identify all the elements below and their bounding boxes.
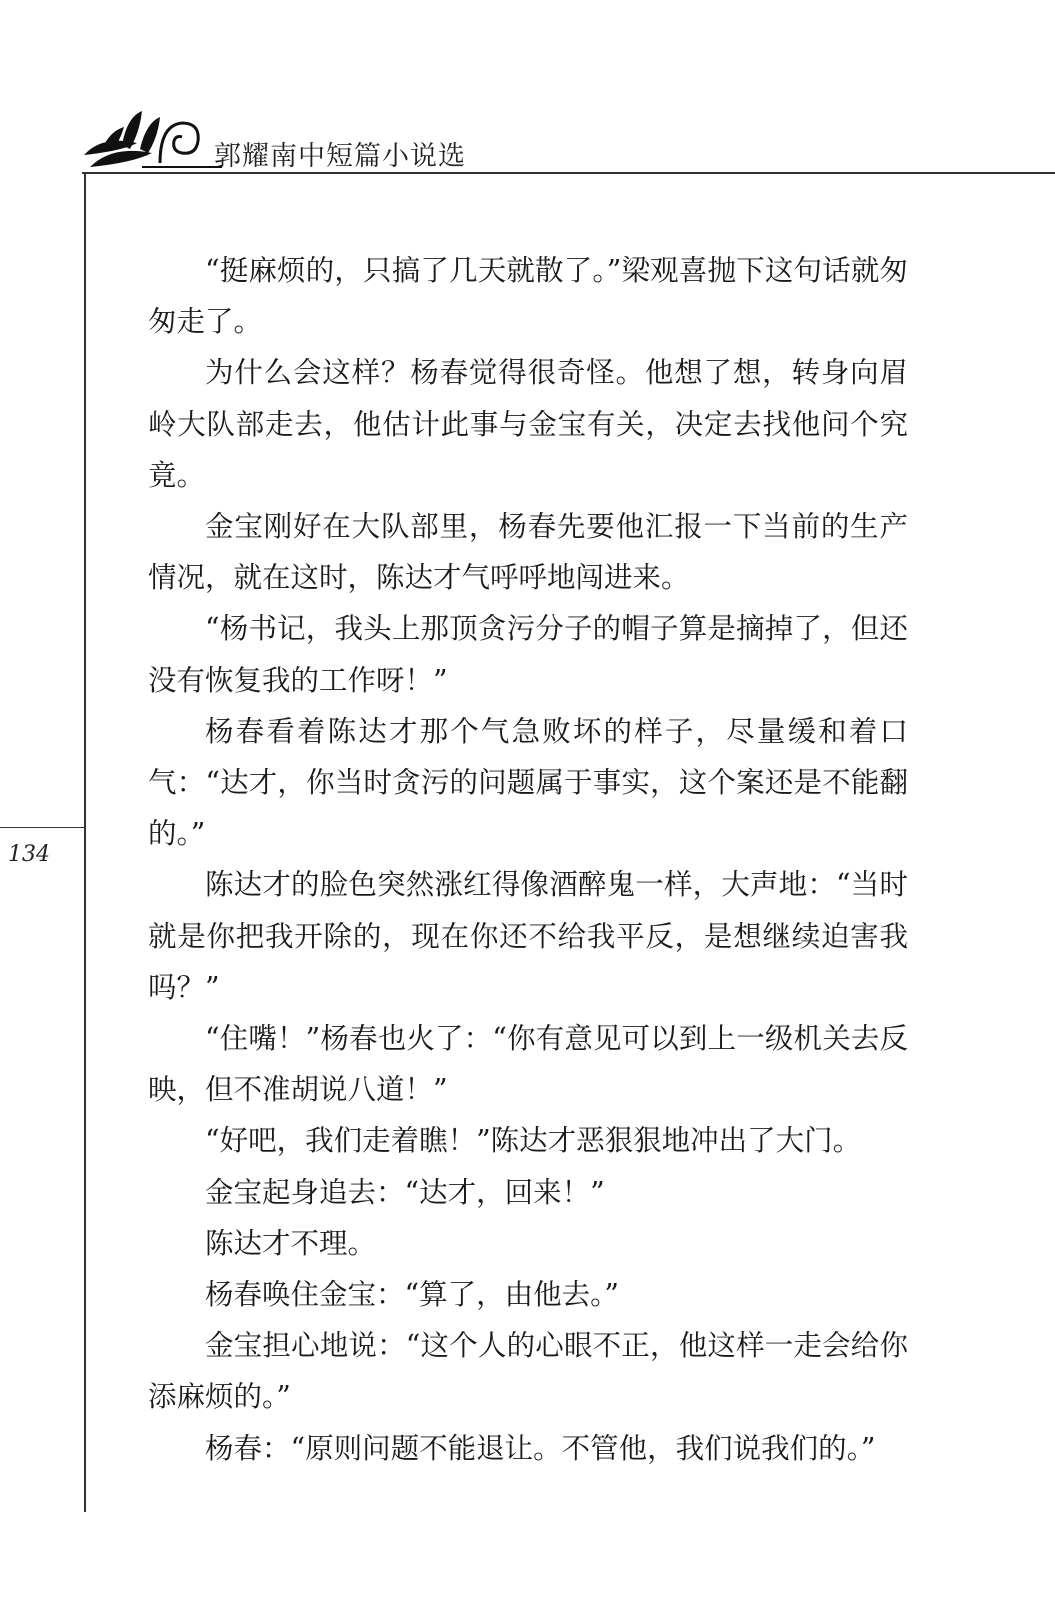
paragraph: 陈达才的脸色突然涨红得像酒醉鬼一样，大声地：“当时就是你把我开除的，现在你还不给我平反，是想继续迫害我吗？” (148, 868, 908, 1004)
paragraph: 金宝起身追去：“达才，回来！” (205, 1175, 605, 1209)
paragraph: “杨书记，我头上那顶贪污分子的帽子算是摘掉了，但还没有恢复我的工作呀！” (148, 612, 908, 697)
paragraph: 为什么会这样？杨春觉得很奇怪。他想了想，转身向眉岭大队部走去，他估计此事与金宝有关，决定去找他问个究竟。 (148, 356, 908, 492)
floral-flourish-icon (82, 105, 222, 175)
paragraph: 陈达才不理。 (205, 1226, 377, 1260)
page-frame-left-rule (84, 172, 86, 1512)
margin-rule (0, 827, 84, 828)
paragraph: 金宝刚好在大队部里，杨春先要他汇报一下当前的生产情况，就在这时，陈达才气呼呼地闯进来。 (148, 510, 908, 595)
paragraph: 杨春唤住金宝：“算了，由他去。” (205, 1278, 619, 1312)
book-title: 郭耀南中短篇小说选 (214, 141, 466, 172)
paragraph: “好吧，我们走着瞧！”陈达才恶狠狠地冲出了大门。 (205, 1124, 862, 1158)
paragraph: “住嘴！”杨春也火了：“你有意见可以到上一级机关去反映，但不准胡说八道！” (148, 1022, 908, 1107)
paragraph: 杨春看着陈达才那个气急败坏的样子，尽量缓和着口气：“达才，你当时贪污的问题属于事实，这个案还是不能翻的。” (148, 714, 908, 851)
header-rule (82, 172, 1055, 174)
paragraph: “挺麻烦的，只搞了几天就散了。”梁观喜抛下这句话就匆匆走了。 (148, 254, 908, 339)
paragraph: 金宝担心地说：“这个人的心眼不正，他这样一走会给你添麻烦的。” (148, 1329, 908, 1414)
paragraph: 杨春：“原则问题不能退让。不管他，我们说我们的。” (205, 1431, 876, 1465)
text-body (148, 245, 908, 1474)
page-number: 134 (8, 842, 50, 867)
